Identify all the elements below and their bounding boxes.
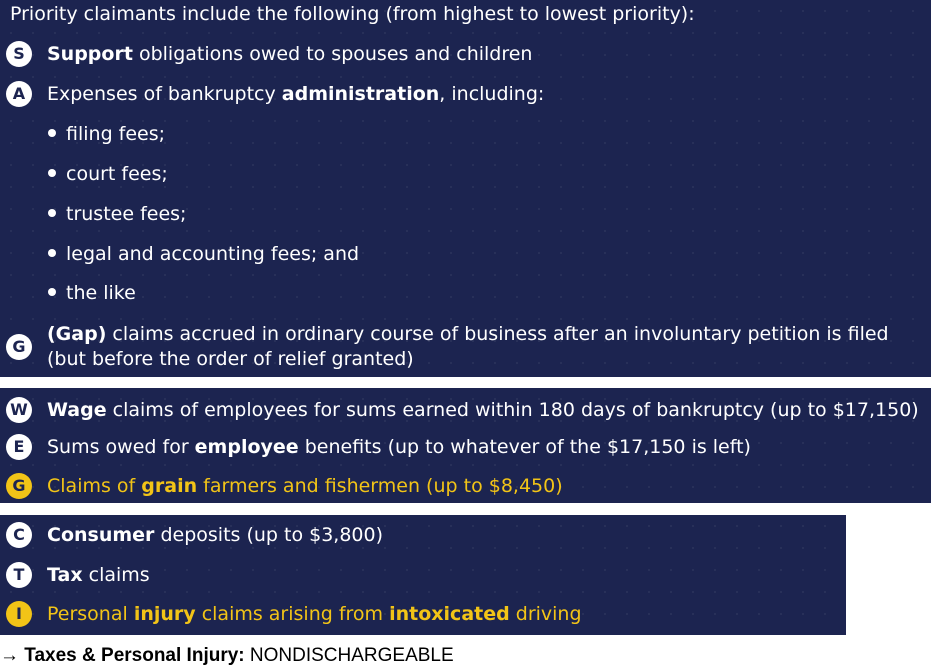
item-gap-line2: (but before the order of relief granted) [47,348,414,370]
item-injury [47,602,582,626]
item-gap-rest: claims accrued in ordinary course of business after an involuntary petition is filed [106,323,889,345]
item-grain [47,474,563,498]
bullet-item [48,242,359,266]
item-tax-rest: claims [82,564,150,586]
bullet-text: filing fees; [66,123,166,145]
item-wage [47,398,919,422]
badge-g-gold-icon: G [6,473,32,499]
intro-text: Priority claimants include the following (from highest to lowest priority): [10,3,695,25]
bullet-dot-icon [48,288,56,296]
bullet-item [48,122,165,146]
priority-panel-middle [0,388,931,503]
footer-rest: NONDISCHARGEABLE [244,645,454,666]
badge-i-gold-icon: I [6,601,32,627]
bullet-dot-icon [48,249,56,257]
bullet-text: the like [66,282,136,304]
bullet-item [48,162,168,186]
item-employee-pre: Sums owed for [47,436,195,458]
badge-t-icon: T [6,562,32,588]
item-injury-pre: Personal [47,603,134,625]
item-injury-mid: claims arising from [195,603,390,625]
priority-panel-bottom [0,515,846,635]
item-grain-rest: farmers and fishermen (up to $8,450) [197,475,563,497]
bullet-text: legal and accounting fees; and [66,243,360,265]
badge-w-icon: W [6,397,32,423]
bullet-dot-icon [48,169,56,177]
item-support-rest: obligations owed to spouses and children [132,43,533,65]
item-employee-bold: employee [194,436,299,458]
bullet-dot-icon [48,209,56,217]
bullet-item [48,202,186,226]
item-support [47,42,532,66]
footer-note [0,644,454,668]
item-wage-rest: claims of employees for sums earned within 180 days of bankruptcy (up to $17,150) [106,399,919,421]
item-consumer [47,523,383,547]
footer-bold: Taxes & Personal Injury: [24,645,245,666]
item-support-bold: Support [47,43,133,65]
badge-c-icon: C [6,522,32,548]
item-administration [47,82,544,106]
bullet-text: trustee fees; [66,203,187,225]
bullet-text: court fees; [66,163,168,185]
item-injury-rest: driving [509,603,582,625]
item-grain-pre: Claims of [47,475,142,497]
item-injury-bold: injury [133,603,196,625]
badge-g-icon: G [6,334,32,360]
item-gap-line1 [47,322,889,346]
item-consumer-bold: Consumer [47,524,155,546]
item-employee-rest: benefits (up to whatever of the $17,150 is left) [298,436,751,458]
item-gap-bold: (Gap) [47,323,107,345]
item-employee [47,435,751,459]
item-wage-bold: Wage [47,399,107,421]
item-grain-bold: grain [141,475,198,497]
badge-a-icon: A [6,81,32,107]
arrow-icon: → [0,645,25,666]
bullet-item [48,281,136,305]
item-consumer-rest: deposits (up to $3,800) [154,524,384,546]
item-tax-bold: Tax [47,564,83,586]
item-tax [47,563,150,587]
item-injury-bold2: intoxicated [389,603,510,625]
badge-e-icon: E [6,434,32,460]
item-administration-pre: Expenses of bankruptcy [47,83,282,105]
item-administration-bold: administration [281,83,440,105]
badge-s-icon: S [6,41,32,67]
item-administration-rest: , including: [439,83,545,105]
bullet-dot-icon [48,129,56,137]
